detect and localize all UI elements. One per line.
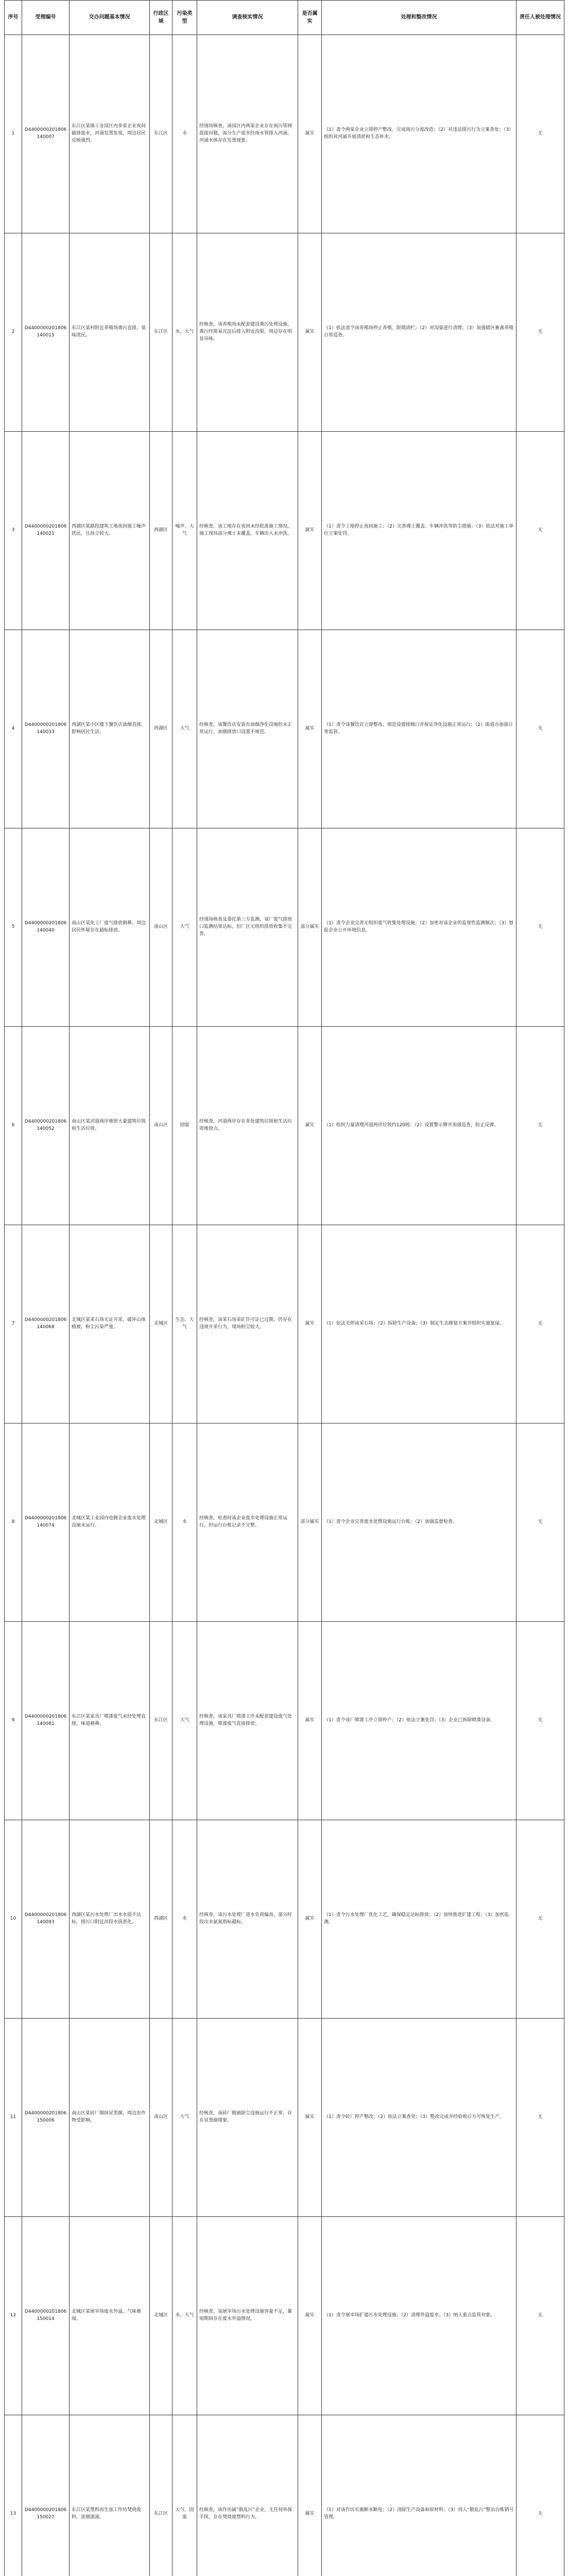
row-id: D4400000201806140081 [22, 1622, 70, 1820]
row-punish: 无 [517, 1423, 564, 1622]
col-header-no: 序号 [5, 1, 22, 35]
row-type: 水 [173, 35, 197, 233]
col-header-issue: 交办问题基本情况 [70, 1, 150, 35]
row-handling: （1）责令两家企业立即停产整改，完成雨污分流改造；（2）对违法排污行为立案查处；（3）组织对河涌开展清淤和生态补水。 [322, 35, 517, 233]
row-id: D4400000201806150027 [22, 2415, 70, 2576]
row-investigation: 经核查，该采石场采矿许可证已过期，仍存在违规开采行为，现场粉尘较大。 [197, 1225, 298, 1423]
col-header-type: 污染类型 [173, 1, 197, 35]
cases-table [4, 0, 564, 2576]
row-id: D4400000201806140052 [22, 1027, 70, 1225]
row-punish: 无 [517, 2217, 564, 2415]
row-punish: 无 [517, 1225, 564, 1423]
row-issue: 北城区某采石场无证开采，破坏山体植被，粉尘污染严重。 [70, 1225, 150, 1423]
row-no: 13 [5, 2415, 22, 2576]
row-no: 8 [5, 1423, 22, 1622]
row-region: 北城区 [150, 1423, 173, 1622]
table-row [5, 2217, 564, 2415]
row-punish: 无 [517, 1622, 564, 1820]
row-region: 东江区 [150, 35, 173, 233]
row-id: D4400000201806140015 [22, 233, 70, 432]
row-issue: 南山区某砖厂烟囱冒黑烟，周边农作物受影响。 [70, 2019, 150, 2217]
row-issue: 东江区某塑料再生加工作坊焚烧废料，浓烟滚滚。 [70, 2415, 150, 2576]
col-header-investigation: 调查核实情况 [197, 1, 298, 35]
row-region: 北城区 [150, 1225, 173, 1423]
row-investigation: 经核查，检查时该企业废水处理设施正常运行，但运行台账记录不完整。 [197, 1423, 298, 1622]
row-type: 大气、固废 [173, 2415, 197, 2576]
row-investigation: 经核查，该屠宰场污水处理设施容量不足，暴雨期间存在废水外溢情况。 [197, 2217, 298, 2415]
row-no: 6 [5, 1027, 22, 1225]
table-row [5, 1622, 564, 1820]
col-header-region: 行政区域 [150, 1, 173, 35]
row-type: 大气 [173, 1622, 197, 1820]
row-issue: 西湖区某小区楼下餐饮店油烟直排，影响居民生活。 [70, 630, 150, 828]
row-no: 3 [5, 432, 22, 630]
row-no: 9 [5, 1622, 22, 1820]
table-row [5, 1027, 564, 1225]
row-type: 噪声、大气 [173, 432, 197, 630]
row-region: 西湖区 [150, 1820, 173, 2019]
row-true: 属实 [298, 233, 322, 432]
row-no: 11 [5, 2019, 22, 2217]
row-true: 部分属实 [298, 828, 322, 1027]
row-handling: （1）责令屠宰场扩建污水处理设施；（2）清理外溢废水；（3）纳入重点监管对象。 [322, 2217, 517, 2415]
row-true: 属实 [298, 2415, 322, 2576]
row-investigation: 经核查，该作坊属“散乱污”企业，无任何环保手续，存在焚烧废塑料行为。 [197, 2415, 298, 2576]
row-no: 2 [5, 233, 22, 432]
row-true: 属实 [298, 1622, 322, 1820]
col-header-true: 是否属实 [298, 1, 322, 35]
row-issue: 南山区某化工厂废气排放刺鼻，周边居民怀疑存在超标排放。 [70, 828, 150, 1027]
row-type: 生态、大气 [173, 1225, 197, 1423]
row-true: 部分属实 [298, 1423, 322, 1622]
table-row [5, 1820, 564, 2019]
row-handling: （1）责令污水处理厂优化工艺，确保稳定达标排放；（2）加快推进扩建工程；（3）加密监测。 [322, 1820, 517, 2019]
row-investigation: 经核查，河道两岸存在多处建筑垃圾和生活垃圾堆放点。 [197, 1027, 298, 1225]
row-handling: （1）责令该餐饮店立即整改，规范设置排烟口并保证净化设施正常运行；（2）街道办加强日常监管。 [322, 630, 517, 828]
row-region: 北城区 [150, 2217, 173, 2415]
row-no: 7 [5, 1225, 22, 1423]
col-header-handling: 处理和整改情况 [322, 1, 517, 35]
row-id: D4400000201806140007 [22, 35, 70, 233]
row-type: 大气 [173, 630, 197, 828]
row-no: 4 [5, 630, 22, 828]
row-type: 大气 [173, 2019, 197, 2217]
table-header-row [5, 1, 564, 35]
row-id: D4400000201806150006 [22, 2019, 70, 2217]
row-type: 大气 [173, 828, 197, 1027]
row-no: 1 [5, 35, 22, 233]
table-row [5, 2415, 564, 2576]
col-header-id: 受理编号 [22, 1, 70, 35]
col-header-punish: 责任人被处理情况 [517, 1, 564, 35]
row-type: 水 [173, 1423, 197, 1622]
row-issue: 东江区某家具厂喷漆废气未经处理直排，味道刺鼻。 [70, 1622, 150, 1820]
row-punish: 无 [517, 233, 564, 432]
row-issue: 东江区某村附近养殖场粪污直排，臭味扰民。 [70, 233, 150, 432]
row-issue: 西湖区某污水处理厂出水水质不达标，排污口附近河段水质恶化。 [70, 1820, 150, 2019]
row-issue: 西湖区某路段建筑工地夜间施工噪声扰民，且扬尘较大。 [70, 432, 150, 630]
row-true: 属实 [298, 2019, 322, 2217]
row-handling: （1）组织力量清理河道两岸垃圾约120吨；（2）设置警示牌并加强巡查，防止反弹。 [322, 1027, 517, 1225]
row-issue: 东江区某镇工业园区内多家企业夜间偷排废水，河涌发黑发臭，周边居民反映强烈。 [70, 35, 150, 233]
row-handling: （1）依法关停该采石场；（2）拆除生产设备；（3）制定生态修复方案并组织实施复绿。 [322, 1225, 517, 1423]
row-handling: （1）对该作坊实施断水断电；（2）清除生产设备和原材料；（3）列入“散乱污”整治台账销号管理。 [322, 2415, 517, 2576]
table-row [5, 828, 564, 1027]
table-row [5, 233, 564, 432]
table-row [5, 630, 564, 828]
row-type: 水、大气 [173, 233, 197, 432]
row-investigation: 经现场核查，该园区内两家企业存在雨污管网混接问题，部分生产废水经雨水管排入河涌，河涌水体存在发黑现象。 [197, 35, 298, 233]
row-true: 属实 [298, 1820, 322, 2019]
row-issue: 北城区某屠宰场废水外溢，气味难闻。 [70, 2217, 150, 2415]
row-region: 东江区 [150, 2415, 173, 2576]
row-id: D4400000201806140021 [22, 432, 70, 630]
row-region: 南山区 [150, 828, 173, 1027]
row-type: 固废 [173, 1027, 197, 1225]
table-row [5, 1225, 564, 1423]
row-region: 西湖区 [150, 630, 173, 828]
row-punish: 无 [517, 35, 564, 233]
row-handling: （1）责令工地停止夜间施工；（2）完善裸土覆盖、车辆冲洗等防尘措施；（3）依法对施工单位立案处罚。 [322, 432, 517, 630]
row-issue: 北城区某工业园内电镀企业废水处理设施未运行。 [70, 1423, 150, 1622]
row-punish: 无 [517, 1820, 564, 2019]
row-true: 属实 [298, 1225, 322, 1423]
row-region: 东江区 [150, 233, 173, 432]
row-punish: 无 [517, 1027, 564, 1225]
row-handling: （1）责令企业完善无组织废气收集处理设施；（2）加密对该企业的监督性监测频次；（3）督促企业公开环境信息。 [322, 828, 517, 1027]
row-no: 10 [5, 1820, 22, 2019]
row-investigation: 经核查，该餐饮店安装有油烟净化设施但未正常运行，油烟排放口设置不规范。 [197, 630, 298, 828]
row-type: 水 [173, 1820, 197, 2019]
row-true: 属实 [298, 432, 322, 630]
table-body [5, 35, 564, 2576]
row-handling: （1）依法责令该养殖场停止养殖，限期清栏；（2）对沟渠进行清理；（3）加强辖区畜禽养殖日常巡查。 [322, 233, 517, 432]
row-punish: 无 [517, 2019, 564, 2217]
row-punish: 无 [517, 432, 564, 630]
row-no: 5 [5, 828, 22, 1027]
row-no: 12 [5, 2217, 22, 2415]
row-region: 东江区 [150, 1622, 173, 1820]
table-row [5, 35, 564, 233]
row-region: 南山区 [150, 1027, 173, 1225]
row-id: D4400000201806140033 [22, 630, 70, 828]
table-row [5, 432, 564, 630]
row-true: 属实 [298, 1027, 322, 1225]
row-id: D4400000201806150014 [22, 2217, 70, 2415]
row-investigation: 经现场核查及委托第三方监测，该厂废气排放口监测结果达标，但厂区无组织排放收集不完善。 [197, 828, 298, 1027]
table-row [5, 2019, 564, 2217]
row-investigation: 经核查，该污水处理厂进水负荷偏高，部分时段出水氨氮指标超标。 [197, 1820, 298, 2019]
row-id: D4400000201806140074 [22, 1423, 70, 1622]
row-handling: （1）责令砖厂停产整改；（2）依法立案查处；（3）整改完成并经验收后方可恢复生产。 [322, 2019, 517, 2217]
table-row [5, 1423, 564, 1622]
row-id: D4400000201806140093 [22, 1820, 70, 2019]
row-true: 属实 [298, 630, 322, 828]
row-investigation: 经核查，该工地存在夜间未经批准施工情况，施工现场部分裸土未覆盖，车辆出入未冲洗。 [197, 432, 298, 630]
row-handling: （1）责令企业完善废水处理设施运行台账；（2）加强监督检查。 [322, 1423, 517, 1622]
row-investigation: 经核查，该家具厂喷漆工序未配套建设废气处理设施，喷漆废气直接排放。 [197, 1622, 298, 1820]
row-id: D4400000201806140068 [22, 1225, 70, 1423]
row-issue: 南山区某河道两岸堆放大量建筑垃圾和生活垃圾。 [70, 1027, 150, 1225]
row-punish: 无 [517, 630, 564, 828]
row-punish: 无 [517, 2415, 564, 2576]
row-region: 南山区 [150, 2019, 173, 2217]
row-punish: 无 [517, 828, 564, 1027]
row-id: D4400000201806140040 [22, 828, 70, 1027]
row-handling: （1）责令该厂喷漆工序立即停产；（2）依法立案处罚；（3）企业已拆除喷漆设备。 [322, 1622, 517, 1820]
row-region: 西湖区 [150, 432, 173, 630]
row-investigation: 经核查，该养殖场未配套建设粪污处理设施，粪污经简易沉淀后排入附近沟渠，周边存在明显异味。 [197, 233, 298, 432]
row-true: 属实 [298, 2217, 322, 2415]
row-true: 属实 [298, 35, 322, 233]
row-type: 水、大气 [173, 2217, 197, 2415]
row-investigation: 经核查，该砖厂脱硫除尘设施运行不正常，存在冒黑烟现象。 [197, 2019, 298, 2217]
